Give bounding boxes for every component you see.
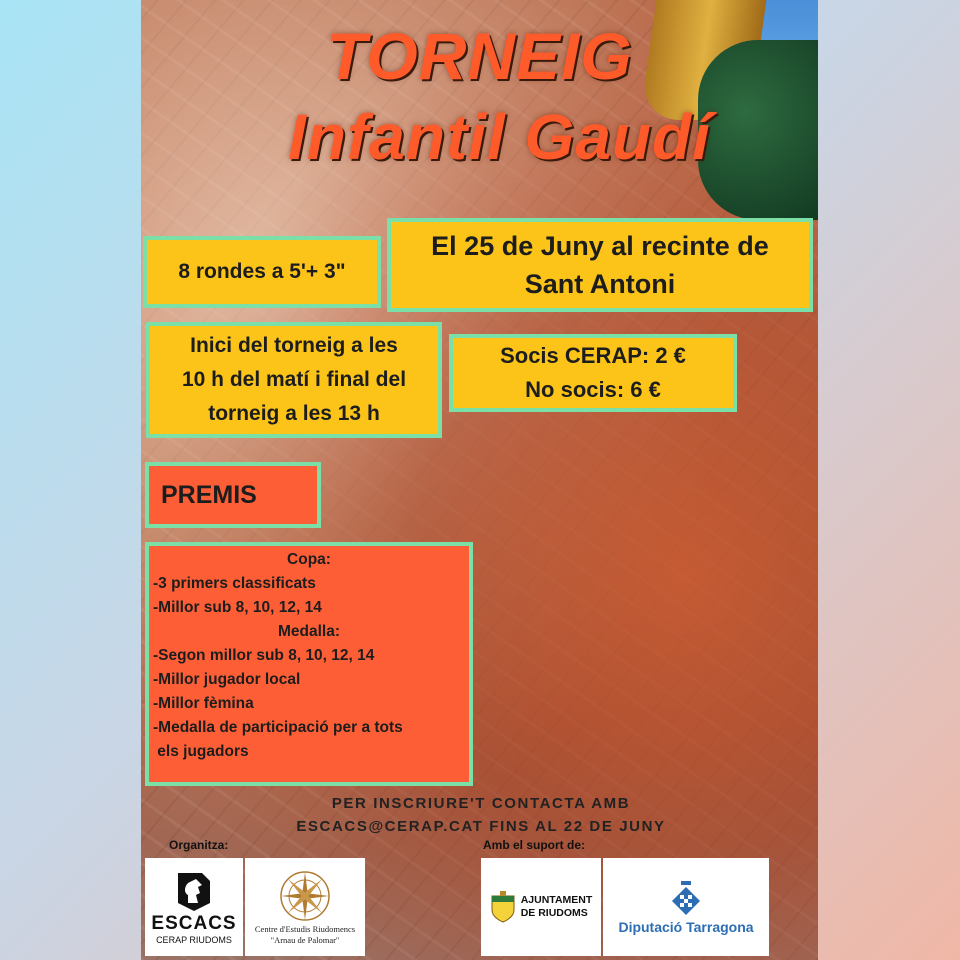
date-line1: El 25 de Juny al recinte de xyxy=(431,231,769,261)
diputacio-emblem-icon xyxy=(666,879,706,919)
schedule-line1: Inici del torneig a les xyxy=(190,334,398,357)
centre-logo-line1: Centre d'Estudis Riudomencs xyxy=(254,924,356,934)
date-box xyxy=(387,218,813,312)
escacs-logo-name: ESCACS xyxy=(151,913,237,934)
rounds-box: 8 rondes a 5'+ 3" xyxy=(143,236,381,308)
list-item: els jugadors xyxy=(153,743,249,760)
schedule-line2: 10 h del matí i final del xyxy=(181,368,407,391)
schedule-box xyxy=(146,322,442,438)
support-label: Amb el suport de: xyxy=(483,838,586,852)
medal-heading: Medalla: xyxy=(277,623,340,640)
coat-of-arms-icon xyxy=(490,890,516,924)
registration-info xyxy=(251,792,711,838)
chess-knight-icon xyxy=(172,869,216,913)
compass-rose-icon xyxy=(277,868,333,924)
poster xyxy=(141,0,818,960)
escacs-logo-subtitle: CERAP RIUDOMS xyxy=(156,935,232,945)
list-item: -Medalla de participació per a tots xyxy=(153,719,403,736)
diputacio-tarragona-logo xyxy=(603,858,769,956)
registration-email-line[interactable]: ESCACS@CERAP.CAT FINS AL 22 DE JUNY xyxy=(296,818,666,835)
centre-estudis-logo xyxy=(245,858,365,956)
prizes-list xyxy=(145,542,473,786)
list-item: -Millor sub 8, 10, 12, 14 xyxy=(153,599,322,616)
organizer-label: Organitza: xyxy=(169,838,229,852)
poster-title-line1: TORNEIG xyxy=(326,19,633,93)
cup-heading: Copa: xyxy=(287,551,331,568)
diputacio-name: Diputació Tarragona xyxy=(618,919,754,935)
list-item: -3 primers classificats xyxy=(153,575,316,592)
centre-logo-line2: "Arnau de Palomar" xyxy=(270,935,340,945)
poster-title-line2: Infantil Gaudí xyxy=(288,101,711,173)
escacs-cerap-logo xyxy=(145,858,243,956)
registration-line1: PER INSCRIURE'T CONTACTA AMB xyxy=(331,795,631,812)
list-item: -Millor fèmina xyxy=(153,695,254,712)
ajuntament-line2: DE RIUDOMS xyxy=(520,907,588,919)
prizes-heading: PREMIS xyxy=(145,462,321,528)
ajuntament-riudoms-logo xyxy=(481,858,601,956)
ajuntament-line1: AJUNTAMENT xyxy=(520,894,593,906)
schedule-line3: torneig a les 13 h xyxy=(208,402,380,425)
price-non-members: No socis: 6 € xyxy=(525,377,661,402)
list-item: -Millor jugador local xyxy=(153,671,301,688)
list-item: -Segon millor sub 8, 10, 12, 14 xyxy=(153,647,375,664)
price-box xyxy=(449,334,737,412)
date-line2: Sant Antoni xyxy=(524,269,676,299)
price-members: Socis CERAP: 2 € xyxy=(500,343,686,368)
